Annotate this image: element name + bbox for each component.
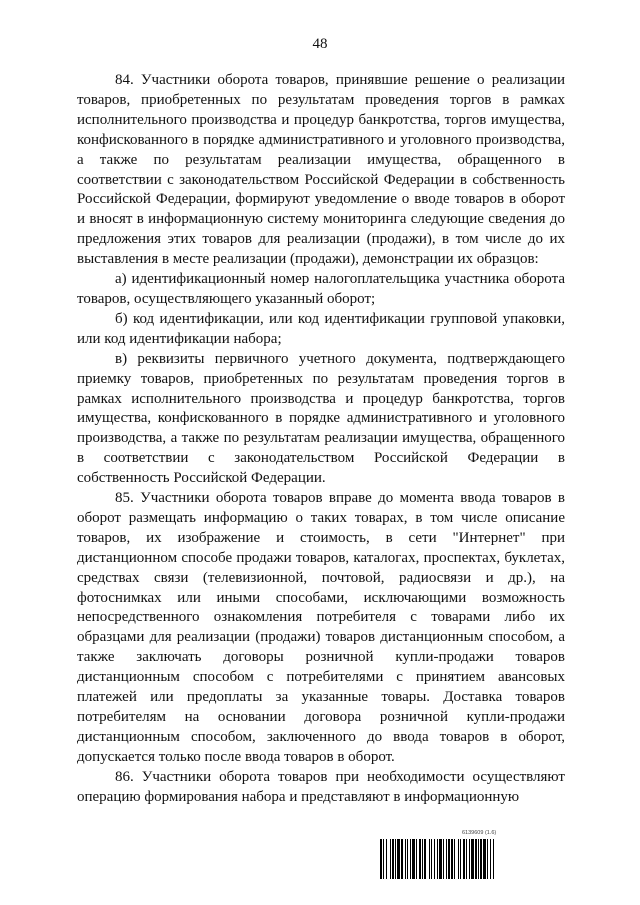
paragraph-85: 85. Участники оборота товаров вправе до момента ввода товаров в оборот размещать информацию о таких товарах, в том числе описание товаров, их изображение и стоимость, в сети "Интернет" при дистанционном способе продажи товаров, каталогах, проспектах, буклетах, средствах связи (телевизионной, почтовой, радиосвязи и др.), на фотоснимках или иными способами, исключающими возможность непосредственного ознакомления потребителя с товарами либо их образцами для реализации (продажи) товаров дистанционным способом, а также заключать договоры розничной купли-продажи товаров дистанционным способом с потребителями с принятием авансовых платежей или предоплаты за указанные товары. Доставка товаров потребителям на основании договора розничной купли-продажи дистанционным способом, заключенного до ввода товаров в оборот, допускается только после ввода товаров в оборот. bbox=[77, 490, 565, 765]
document-body bbox=[77, 71, 565, 808]
paragraph-84-item-v: в) реквизиты первичного учетного документа, подтверждающего приемку товаров, приобретенных по результатам проведения торгов в рамках исполнительного производства и процедур банкротства, торгов имущества, конфискованного в порядке административного и уголовного производства, а также по результатам реализации имущества, обращенного в соответствии с законодательством Российской Федерации в собственность Российской Федерации. bbox=[77, 350, 565, 487]
page-number: 48 bbox=[312, 36, 328, 52]
document-footer bbox=[380, 830, 567, 879]
barcode-image bbox=[380, 839, 567, 879]
paragraph-84-item-b: б) код идентификации, или код идентификации групповой упаковки, или код идентификации набора; bbox=[77, 310, 565, 347]
paragraph-86: 86. Участники оборота товаров при необходимости осуществляют операцию формирования набора и представляют в информационную bbox=[77, 768, 565, 805]
paragraph-84: 84. Участники оборота товаров, принявшие решение о реализации товаров, приобретенных по результатам проведения торгов в рамках исполнительного производства и процедур банкротства, торгов имущества, конфискованного в порядке административного и уголовного производства, а также по результатам реализации имущества, обращенного в соответствии с законодательством Российской Федерации в собственность Российской Федерации, формируют уведомление о вводе товаров в оборот и вносят в информационную систему мониторинга следующие сведения до предложения этих товаров для реализации (продажи), в том числе до их выставления в месте реализации (продажи), демонстрации их образцов: bbox=[77, 72, 565, 268]
paragraph-84-item-a: а) идентификационный номер налогоплательщика участника оборота товаров, осуществляющего указанный оборот; bbox=[77, 271, 565, 307]
barcode-gap bbox=[494, 839, 495, 879]
barcode-id: 6139609 (1.6) bbox=[462, 830, 497, 836]
